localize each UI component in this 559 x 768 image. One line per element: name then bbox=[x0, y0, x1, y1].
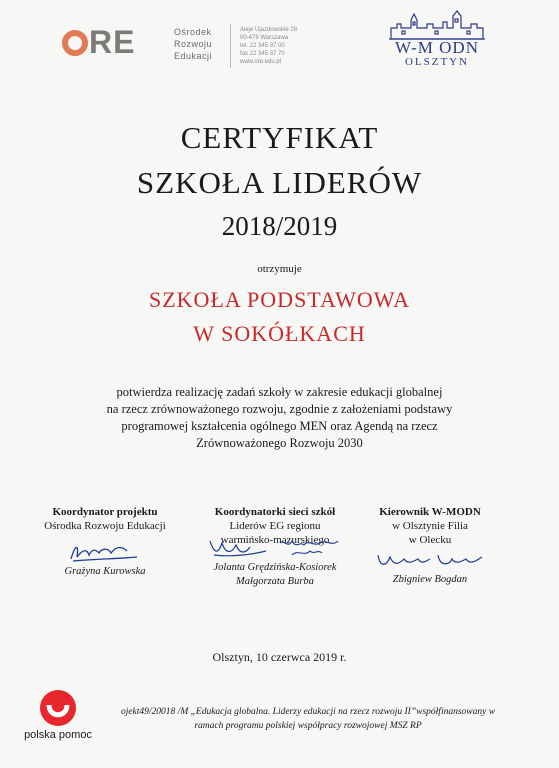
school-name-line2: W SOKÓŁKACH bbox=[193, 321, 366, 346]
signatory-name: Małgorzata Burba bbox=[236, 576, 314, 587]
address-line: fax 22 345 37 70 bbox=[240, 51, 285, 57]
address-line: Aleje Ujazdowskie 28 bbox=[240, 27, 298, 33]
wmodn-city: OLSZTYN bbox=[404, 56, 470, 68]
body-line: programowej kształcenia ogólnego MEN oraz Agendą na rzecz bbox=[121, 419, 438, 433]
certificate-year: 2018/2019 bbox=[221, 211, 338, 241]
footer-line: ojekt49/20018 /M „Edukacja globalna. Liderzy edukacji na rzecz rozwoju II”współfinansowany w bbox=[120, 707, 496, 717]
school-name-line1: SZKOŁA PODSTAWOWA bbox=[149, 287, 410, 312]
castle-icon bbox=[387, 10, 487, 40]
certificate-body bbox=[40, 384, 519, 452]
address-line: 00-478 Warszawa bbox=[240, 35, 289, 41]
ore-name-line: Ośrodek bbox=[174, 27, 212, 37]
body-line: na rzecz zrównoważonego rozwoju, zgodnie z założeniami podstawy bbox=[106, 402, 453, 416]
polska-pomoc-logo bbox=[18, 690, 98, 741]
body-line: potwierdza realizację zadań szkoły w zakresie edukacji globalnej bbox=[116, 385, 443, 399]
signatory-name: Grażyna Kurowska bbox=[64, 566, 146, 577]
smile-arc-icon bbox=[40, 690, 76, 726]
polska-pomoc-icon bbox=[40, 690, 76, 726]
body-line: Zrównoważonego Rozwoju 2030 bbox=[196, 436, 363, 450]
issue-date: Olsztyn, 10 czerwca 2019 r. bbox=[212, 650, 347, 664]
polska-pomoc-label: polska pomoc bbox=[24, 729, 92, 741]
ore-circle-icon bbox=[62, 30, 88, 56]
signatory-name: Jolanta Grędzińska-Kosiorek bbox=[213, 562, 337, 573]
signature-org: Liderów EG regionu bbox=[229, 520, 321, 532]
certificate-subtitle: SZKOŁA LIDERÓW bbox=[136, 165, 423, 200]
ore-logo bbox=[62, 22, 222, 68]
wmodn-logo bbox=[384, 10, 490, 72]
signature-org: w Olsztynie Filia bbox=[392, 520, 468, 532]
signature-role: Koordynatorki sieci szkół bbox=[214, 506, 336, 518]
handwritten-signature bbox=[370, 549, 490, 573]
signature-block-ore bbox=[30, 505, 180, 579]
header-divider bbox=[230, 24, 231, 68]
signature-block-wmodn bbox=[360, 505, 500, 587]
signatory-name: Zbigniew Bogdan bbox=[392, 574, 468, 585]
ore-name-line: Edukacji bbox=[174, 51, 213, 61]
ore-mark bbox=[62, 24, 135, 61]
address-line: tel. 22 345 37 00 bbox=[240, 43, 285, 49]
ore-address bbox=[240, 26, 297, 66]
signature-org: Ośrodka Rozwoju Edukacji bbox=[44, 520, 166, 532]
signature-org: w Olecku bbox=[408, 534, 452, 546]
ore-mark-rest: RE bbox=[89, 24, 136, 60]
signature-role: Koordynator projektu bbox=[52, 506, 158, 518]
footer-line: ramach programu polskiej współpracy rozwojowej MSZ RP bbox=[194, 721, 422, 731]
address-line: www.ore.edu.pl bbox=[240, 59, 282, 65]
wmodn-name: W-M ODN bbox=[395, 38, 479, 57]
handwritten-signature bbox=[65, 535, 145, 565]
signature-role: Kierownik W-MODN bbox=[379, 506, 481, 518]
project-footer bbox=[98, 705, 518, 733]
ore-name bbox=[174, 26, 212, 62]
ore-name-line: Rozwoju bbox=[174, 39, 213, 49]
signature-block-network bbox=[190, 505, 360, 589]
certificate-title: CERTYFIKAT bbox=[180, 120, 379, 155]
receives-label: otrzymuje bbox=[257, 263, 302, 275]
signature-org: warmińsko-mazurskiego bbox=[220, 534, 330, 546]
